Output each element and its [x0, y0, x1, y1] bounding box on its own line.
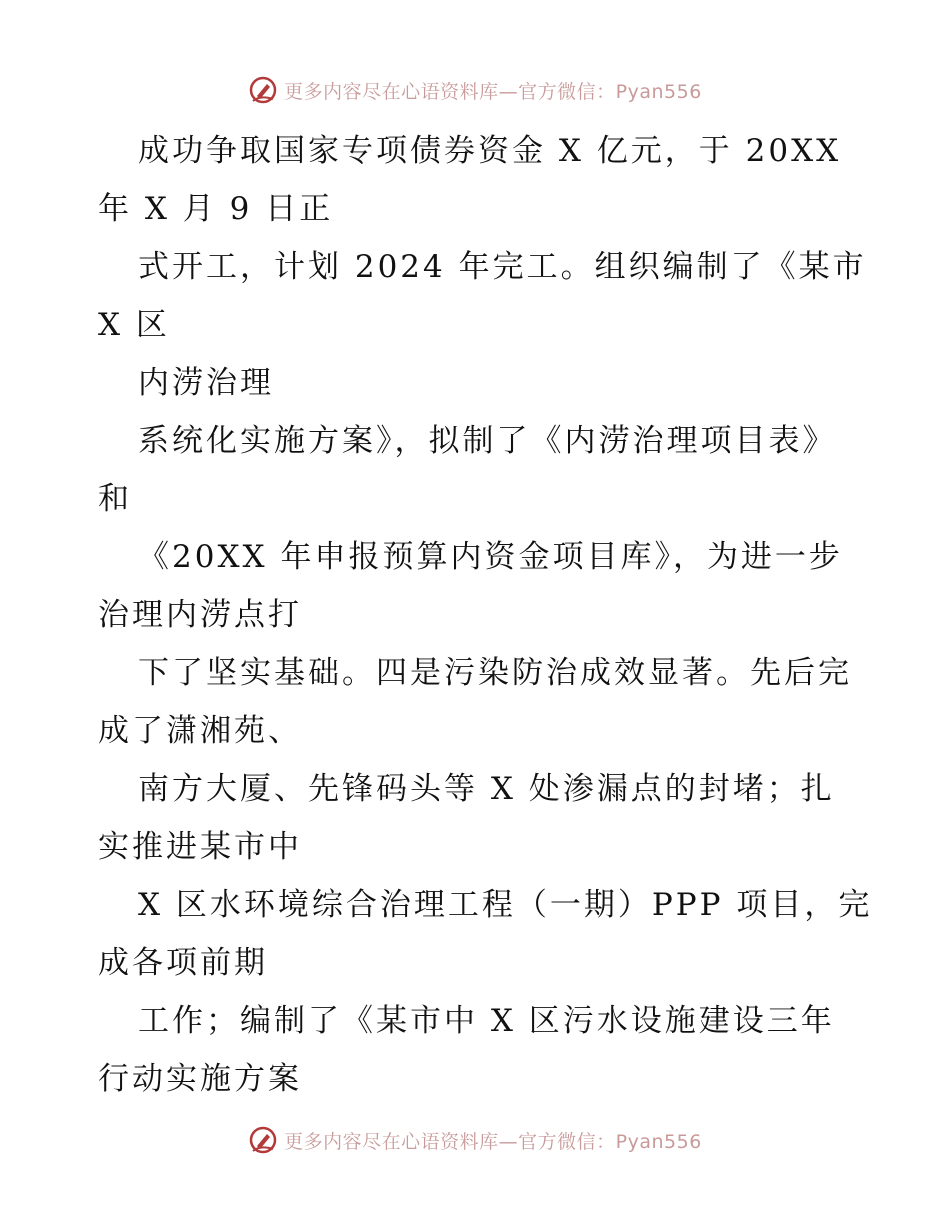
header-watermark	[0, 70, 950, 110]
text-line: 成了潇湘苑、	[98, 713, 302, 749]
pen-logo-icon	[248, 75, 278, 105]
text-line: 成各项前期	[98, 945, 268, 981]
text-line: 年 X 月 9 日正	[98, 191, 334, 227]
text-line: 下了坚实基础。四是污染防治成效显著。先后完	[138, 655, 852, 691]
text-line: 内涝治理	[138, 365, 274, 401]
text-line: 行动实施方案	[98, 1061, 302, 1097]
text-line: X 区水环境综合治理工程（一期）PPP 项目，完	[138, 887, 873, 923]
pen-logo-icon	[248, 1125, 278, 1155]
footer-watermark	[0, 1120, 950, 1160]
text-line: 和	[98, 481, 132, 517]
document-body	[98, 122, 888, 1108]
text-line: 《20XX 年申报预算内资金项目库》，为进一步	[138, 539, 843, 575]
header-watermark-text: 更多内容尽在心语资料库—官方微信：Pyan556	[284, 80, 702, 103]
text-line: 南方大厦、先锋码头等 X 处渗漏点的封堵；扎	[138, 771, 835, 807]
text-line: 系统化实施方案》，拟制了《内涝治理项目表》	[138, 423, 837, 459]
text-line: X 区	[98, 307, 170, 343]
text-line: 式开工，计划 2024 年完工。组织编制了《某市	[138, 249, 867, 285]
text-line: 成功争取国家专项债券资金 X 亿元，于 20XX	[138, 133, 842, 169]
text-line: 工作；编制了《某市中 X 区污水设施建设三年	[138, 1003, 835, 1039]
text-line: 实推进某市中	[98, 829, 302, 865]
footer-watermark-text: 更多内容尽在心语资料库—官方微信：Pyan556	[284, 1130, 702, 1153]
text-line: 治理内涝点打	[98, 597, 302, 633]
